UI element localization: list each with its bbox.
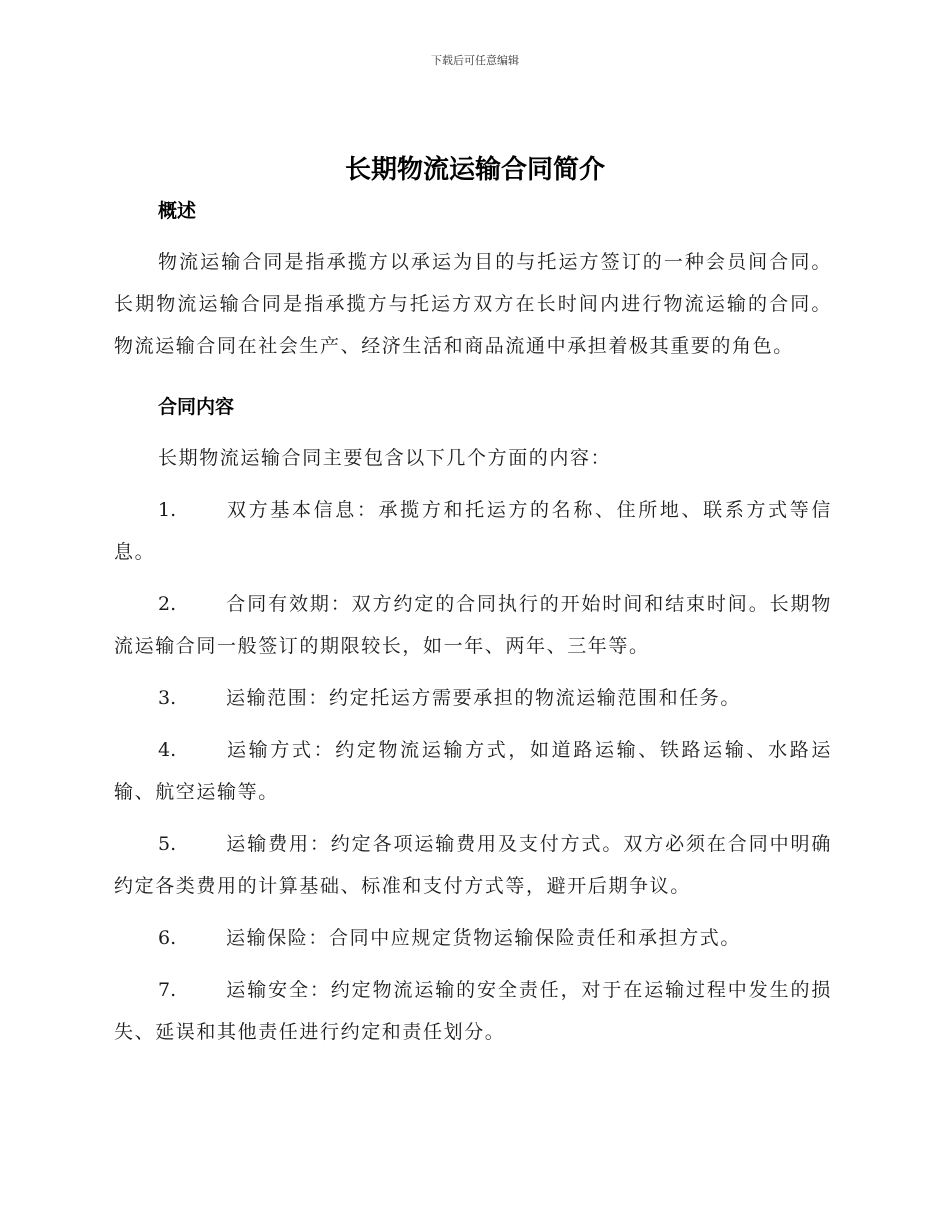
header-note: 下载后可任意编辑	[431, 54, 519, 67]
list-item-number: 2.	[158, 593, 177, 615]
contract-content-intro: 长期物流运输合同主要包含以下几个方面的内容：	[158, 447, 612, 469]
list-item-number: 6.	[158, 927, 177, 949]
list-item	[114, 729, 832, 813]
list-item-text: 运输费用：约定各项运输费用及支付方式。双方必须在合同中明确约定各类费用的计算基础、标准和支付方式等，避开后期争议。	[114, 833, 832, 897]
list-item-text: 合同有效期：双方约定的合同执行的开始时间和结束时间。长期物流运输合同一般签订的期限较长，如一年、两年、三年等。	[114, 593, 832, 657]
list-item	[114, 969, 832, 1053]
list-item-text: 双方基本信息：承揽方和托运方的名称、住所地、联系方式等信息。	[114, 499, 832, 563]
list-item-text: 运输保险：合同中应规定货物运输保险责任和承担方式。	[226, 927, 742, 949]
document-body	[114, 193, 832, 1053]
list-item	[114, 583, 832, 667]
list-item-number: 4.	[158, 739, 177, 761]
list-item	[114, 917, 832, 959]
list-item	[114, 823, 832, 907]
list-item-text: 运输方式：约定物流运输方式，如道路运输、铁路运输、水路运输、航空运输等。	[114, 739, 832, 803]
document-title: 长期物流运输合同简介	[344, 155, 605, 185]
list-item-number: 1.	[158, 499, 177, 521]
section-heading-contract-content: 合同内容	[158, 396, 235, 418]
list-item-text: 运输范围：约定托运方需要承担的物流运输范围和任务。	[226, 687, 742, 709]
section-heading-overview: 概述	[158, 200, 197, 222]
list-item-number: 5.	[158, 833, 177, 855]
list-item	[114, 489, 832, 573]
list-item	[114, 677, 832, 719]
list-item-text: 运输安全：约定物流运输的安全责任，对于在运输过程中发生的损失、延误和其他责任进行约定和责任划分。	[114, 979, 832, 1043]
overview-paragraph: 物流运输合同是指承揽方以承运为目的与托运方签订的一种会员间合同。长期物流运输合同是指承揽方与托运方双方在长时间内进行物流运输的合同。物流运输合同在社会生产、经济生活和商品流通中承担着极其重要的角色。	[114, 251, 832, 357]
list-item-number: 3.	[158, 687, 177, 709]
list-item-number: 7.	[158, 979, 177, 1001]
